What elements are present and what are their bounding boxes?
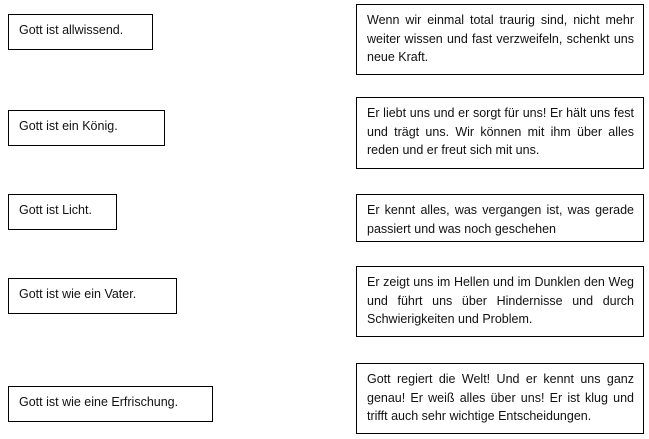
explanation-box-kennt-alles	[356, 194, 644, 242]
statement-box-allwissend	[8, 14, 153, 50]
explanation-text: Er zeigt uns im Hellen und im Dunklen den Weg und führt uns über Hindernisse und durch Schwierigkeiten und Problem.	[367, 275, 634, 326]
statement-text: Gott ist Licht.	[19, 203, 92, 217]
explanation-text: Er kennt alles, was vergangen ist, was gerade passiert und was noch geschehen	[367, 203, 634, 236]
statement-box-erfrischung	[8, 386, 213, 422]
explanation-box-regiert	[356, 363, 644, 434]
explanation-box-weg	[356, 266, 644, 337]
statement-box-vater	[8, 278, 177, 314]
statement-box-licht	[8, 194, 117, 230]
statement-box-koenig	[8, 110, 165, 146]
statement-text: Gott ist allwissend.	[19, 23, 124, 37]
statement-text: Gott ist wie ein Vater.	[19, 287, 137, 301]
explanation-box-kraft	[356, 4, 644, 75]
statement-text: Gott ist wie eine Erfrischung.	[19, 395, 179, 409]
explanation-text: Gott regiert die Welt! Und er kennt uns ganz genau! Er weiß alles über uns! Er ist klug und trifft auch sehr wichtige Entscheidungen.	[367, 372, 634, 423]
explanation-box-liebe	[356, 97, 644, 169]
statement-text: Gott ist ein König.	[19, 119, 118, 133]
explanation-text: Er liebt uns und er sorgt für uns! Er hält uns fest und trägt uns. Wir können mit ihm über alles reden und er freut sich mit uns.	[367, 106, 634, 157]
explanation-text: Wenn wir einmal total traurig sind, nicht mehr weiter wissen und fast verzweifeln, schenkt uns neue Kraft.	[367, 13, 634, 64]
